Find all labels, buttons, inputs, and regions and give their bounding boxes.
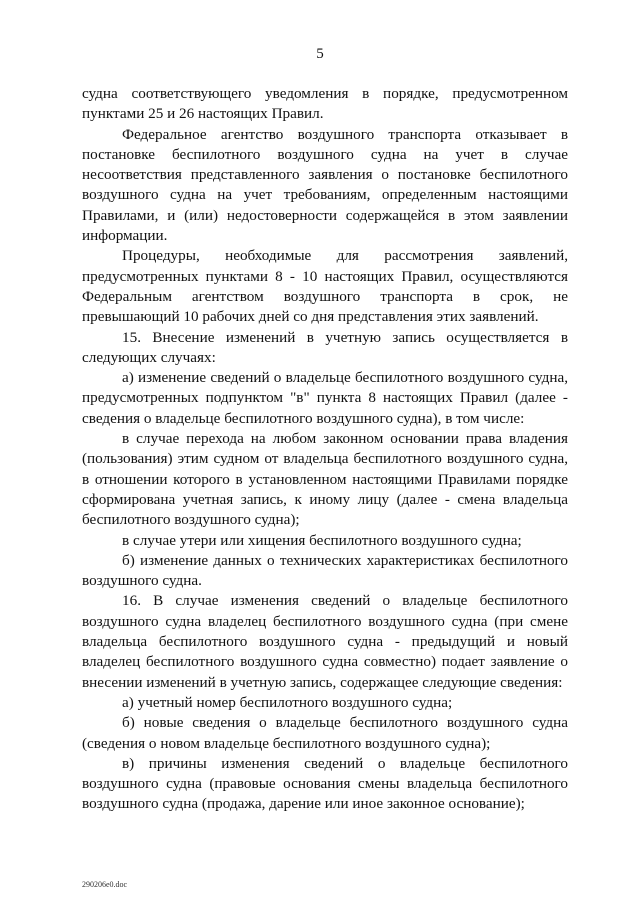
document-file-code: 290206e0.doc bbox=[82, 880, 128, 889]
paragraph: б) изменение данных о технических характеристиках беспилотного воздушного судна. bbox=[82, 551, 568, 590]
paragraph: в случае перехода на любом законном основании права владения (пользования) этим судном от владельца беспилотного воздушного судна, в отношении которого в установленном настоящими Правилами порядке сформирована учетная запись, к иному лицу (далее - смена владельца беспилотного воздушного судна); bbox=[82, 430, 568, 529]
paragraph-clause-15: 15. Внесение изменений в учетную запись осуществляется в следующих случаях: bbox=[82, 328, 568, 366]
paragraph: Федеральное агентство воздушного транспорта отказывает в постановке беспилотного воздушного судна на учет в случае несоответствия представленного заявления о постановке беспилотного воздушного судна на учет требованиям, определенным настоящими Правилами, и (или) недостоверности содержащейся в этом заявлении информации. bbox=[82, 125, 568, 245]
paragraph: в) причины изменения сведений о владельце беспилотного воздушного судна (правовые основания смены владельца беспилотного воздушного судна (продажа, дарение или иное законное основание); bbox=[82, 754, 568, 813]
document-body bbox=[82, 84, 568, 815]
paragraph: а) изменение сведений о владельце беспилотного воздушного судна, предусмотренных подпунктом "в" пункта 8 настоящих Правил (далее - сведения о владельце беспилотного воздушного судна), в том числе: bbox=[82, 369, 568, 427]
page-number: 5 bbox=[316, 46, 324, 62]
paragraph: Процедуры, необходимые для рассмотрения заявлений, предусмотренных пунктами 8 - 10 настоящих Правил, осуществляются Федеральным агентством воздушного транспорта в срок, не превышающий 10 рабочих дней со дня представления этих заявлений. bbox=[82, 247, 568, 326]
paragraph: судна соответствующего уведомления в порядке, предусмотренном пунктами 25 и 26 настоящих Правил. bbox=[82, 85, 568, 123]
paragraph: б) новые сведения о владельце беспилотного воздушного судна (сведения о новом владельце беспилотного воздушного судна); bbox=[82, 714, 568, 752]
paragraph-clause-16: 16. В случае изменения сведений о владельце беспилотного воздушного судна владелец беспилотного воздушного судна (при смене владельца беспилотного воздушного судна - предыдущий и новый владелец беспилотного воздушного судна совместно) подает заявление о внесении изменений в учетную запись, содержащее следующие сведения: bbox=[82, 592, 568, 691]
paragraph: а) учетный номер беспилотного воздушного судна; bbox=[122, 693, 453, 711]
paragraph: в случае утери или хищения беспилотного воздушного судна; bbox=[122, 531, 522, 549]
